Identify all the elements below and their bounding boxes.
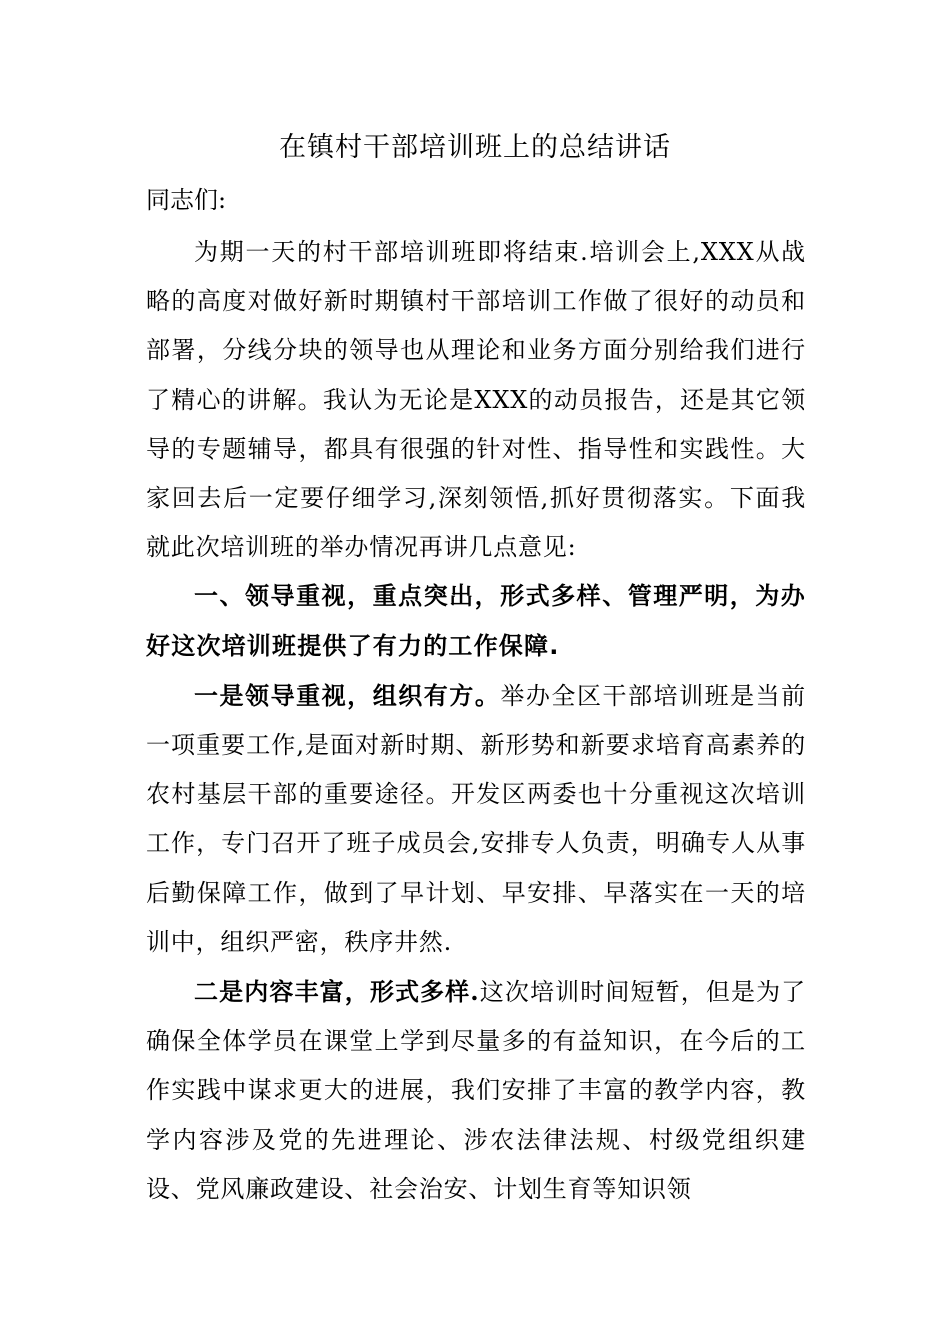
paragraph-point-2-text: 这次培训时间短暂，但是为了确保全体学员在课堂上学到尽量多的有益知识，在今后的工作实践中谋求更大的进展，我们安排了丰富的教学内容，教学内容涉及党的先进理论、涉农法律法规、村级党组织建设、党风廉政建设、社会治安、计划生育等知识领 xyxy=(146,978,806,1203)
document-body xyxy=(146,228,806,1214)
salutation: 同志们: xyxy=(146,186,227,214)
document-title: 在镇村干部培训班上的总结讲话 xyxy=(279,132,671,163)
paragraph-point-1-lead: 一是领导重视，组织有方。 xyxy=(194,680,501,710)
paragraph-point-2 xyxy=(146,967,806,1214)
paragraph-point-2-lead: 二是内容丰富，形式多样. xyxy=(194,977,480,1007)
paragraph-point-1 xyxy=(146,671,806,967)
section-heading-1 xyxy=(146,572,806,670)
paragraph-intro-text: 为期一天的村干部培训班即将结束.培训会上,XXX从战略的高度对做好新时期镇村干部培训工作做了很好的动员和部署，分线分块的领导也从理论和业务方面分别给我们进行了精心的讲解。我认为无论是XXX的动员报告，还是其它领导的专题辅导，都具有很强的针对性、指导性和实践性。大家回去后一定要仔细学习,深刻领悟,抓好贯彻落实。下面我就此次培训班的举办情况再讲几点意见: xyxy=(146,238,806,562)
paragraph-point-1-text: 举办全区干部培训班是当前一项重要工作,是面对新时期、新形势和新要求培育高素养的农村基层干部的重要途径。开发区两委也十分重视这次培训工作，专门召开了班子成员会,安排专人负责，明确专人从事后勤保障工作，做到了早计划、早安排、早落实在一天的培训中，组织严密，秩序井然. xyxy=(146,681,806,956)
section-heading-1-text: 一、领导重视，重点突出，形式多样、管理严明，为办好这次培训班提供了有力的工作保障. xyxy=(146,582,806,660)
paragraph-intro xyxy=(146,228,806,572)
